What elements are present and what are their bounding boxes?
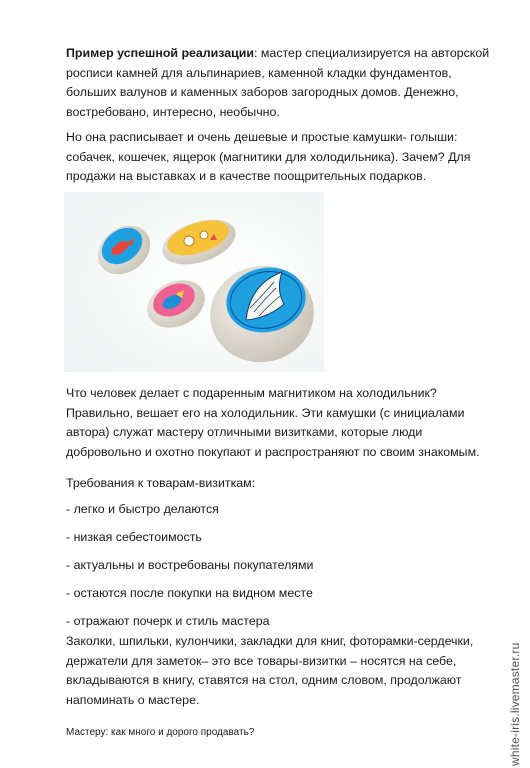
requirements-title: Требования к товарам-визиткам: [66,476,256,490]
paragraph-success-example [66,44,498,122]
paragraph-text: : мастер специализируется на авторской росписи камней для альпинариев, каменной кладки фундаментов, больших валунов и каменных заборов загородных домов. Денежно, востребовано, интересно, необычно. [66,46,490,119]
list-item: - отражают почерк и стиль мастера [66,614,270,628]
footer-question: Мастеру: как много и дорого продавать? [66,727,255,738]
paragraph-magnet-business-cards: Что человек делает с подаренным магнитиком на холодильник? Правильно, вешает его на холодильник. Эти камушки (с инициалами автора) служат мастеру отличными визитками, которые люди добровольно и охотно покупают и распространяют по своим знакомым. [66,386,480,459]
paragraph-lead-bold: Пример успешной реализации [66,46,255,60]
list-item: - остаются после покупки на видном месте [66,586,313,600]
list-item: - актуальны и востребованы покупателями [66,558,314,572]
site-watermark: white-iris.livemaster.ru [508,642,522,766]
requirements-list [66,500,313,640]
paragraph-product-examples: Заколки, шпильки, кулончики, закладки для книг, фоторамки-сердечки, держатели для заметок– это все товары-визитки – носятся на себе, вкладываются в книгу, ставятся на стол, одним словом, продолжают напоминать о мастере. [66,634,474,707]
list-item: - легко и быстро делаются [66,502,219,516]
list-item: - низкая себестоимость [66,530,202,544]
painted-stones-photo [64,192,324,372]
paragraph-cheap-stones: Но она расписывает и очень дешевые и простые камушки- голыши: собачек, кошечек, ящерок (магнитики для холодильника). Зачем? Для продажи на выставках и в качестве поощрительных подарков. [66,130,471,183]
